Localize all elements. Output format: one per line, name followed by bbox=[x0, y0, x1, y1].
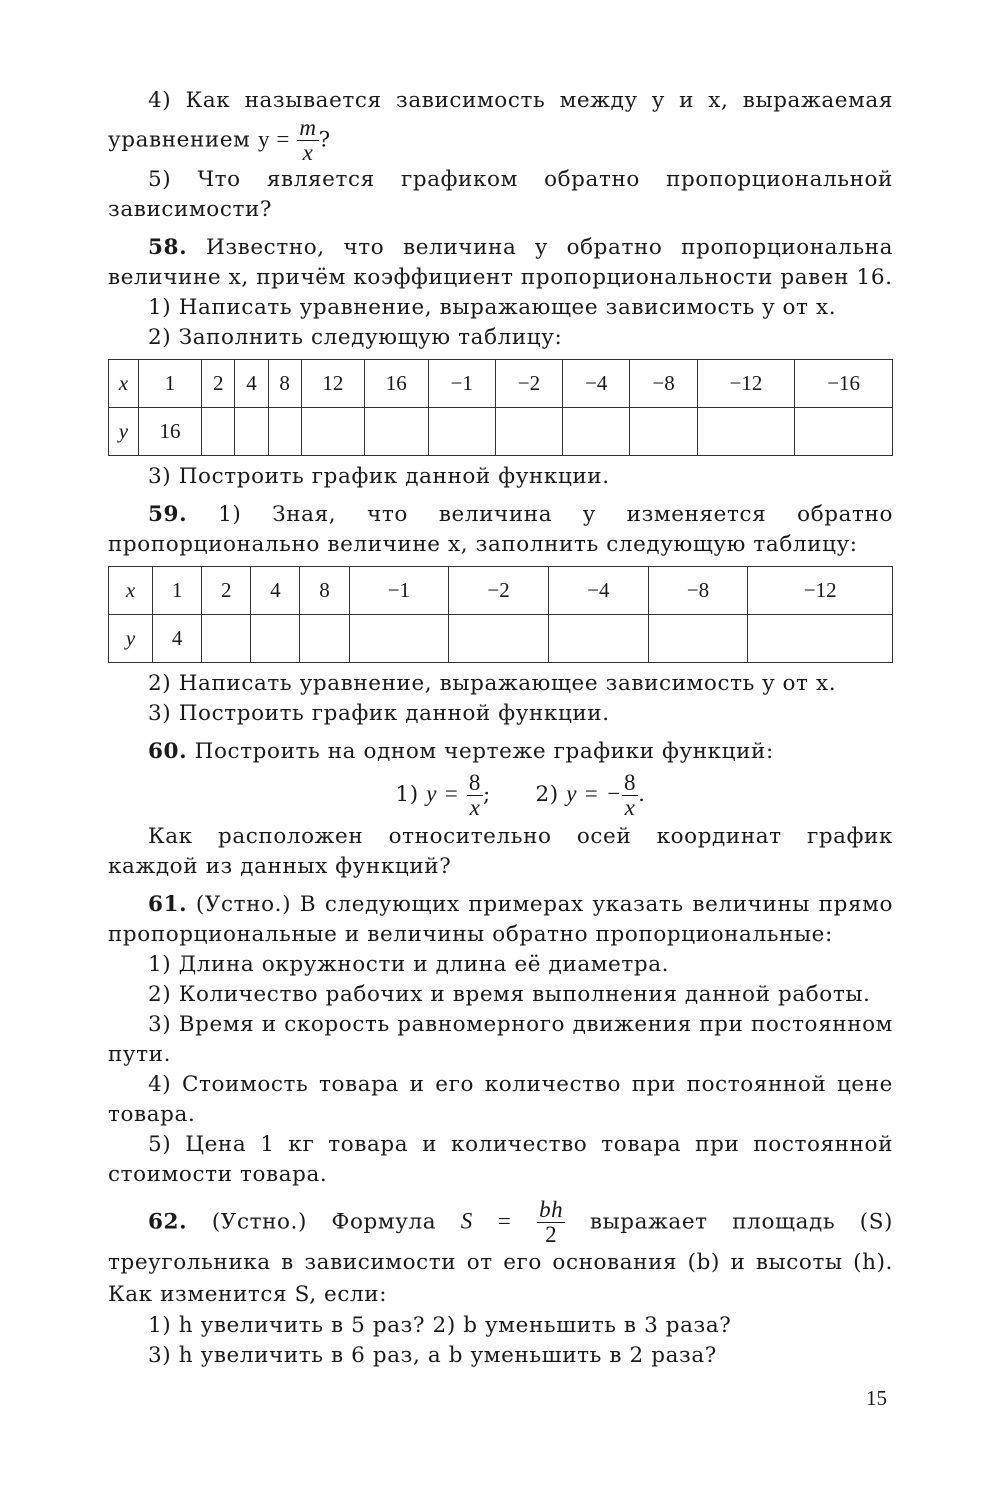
table-row-x bbox=[109, 360, 893, 408]
table-cell bbox=[495, 408, 562, 456]
table-cell: 2 bbox=[202, 360, 235, 408]
fraction-8-over-x: $\frac{8}{x}$ bbox=[468, 769, 482, 820]
question-4: 4) Как называется зависимость между y и x, выражаемая уравнением y = $\frac{m}{x}$ ? bbox=[108, 88, 893, 165]
fraction-bh-over-2: $\frac{bh}{2}$ bbox=[539, 1197, 564, 1247]
table-cell: −2 bbox=[449, 567, 549, 615]
question-5: 5) Что является графиком обратно пропорциональной зависимости? bbox=[108, 167, 893, 222]
table-cell: −1 bbox=[349, 567, 449, 615]
fraction-8-over-x: $\frac{8}{x}$ bbox=[623, 769, 637, 820]
table-cell: 4 bbox=[153, 615, 202, 663]
table-cell: 8 bbox=[268, 360, 301, 408]
table-cell: −4 bbox=[548, 567, 648, 615]
exercise-61-intro: 61. (Устно.) В следующих примерах указать величины прямо пропорциональные и величины обратно пропорциональные: bbox=[108, 892, 893, 947]
table-cell bbox=[202, 615, 251, 663]
list-item: 4) Стоимость товара и его количество при постоянной цене товара. bbox=[108, 1072, 893, 1127]
exercise-59-intro: 59. 1) Зная, что величина y изменяется обратно пропорционально величине x, заполнить следующую таблицу: bbox=[108, 502, 893, 557]
exercise-58-item-1: 1) Написать уравнение, выражающее зависимость y от x. bbox=[148, 295, 837, 320]
table-cell bbox=[748, 615, 893, 663]
exercise-60-intro: 60. Построить на одном чертеже графики функций: bbox=[148, 739, 774, 764]
table-cell bbox=[795, 408, 893, 456]
table-row-y bbox=[109, 615, 893, 663]
exercise-58-item-2: 2) Заполнить следующую таблицу: bbox=[148, 325, 563, 350]
table-header-y: y bbox=[109, 408, 139, 456]
table-cell: 2 bbox=[202, 567, 251, 615]
table-cell: −12 bbox=[697, 360, 795, 408]
table-cell: −1 bbox=[428, 360, 495, 408]
table-row-x bbox=[109, 567, 893, 615]
table-cell: 16 bbox=[138, 408, 201, 456]
exercise-58-item-3: 3) Построить график данной функции. bbox=[148, 464, 610, 489]
table-cell: −8 bbox=[648, 567, 748, 615]
table-cell bbox=[349, 615, 449, 663]
list-item: 3) Время и скорость равномерного движения при постоянном пути. bbox=[108, 1012, 893, 1067]
list-item: 2) Количество рабочих и время выполнения данной работы. bbox=[148, 982, 871, 1007]
table-cell bbox=[300, 615, 349, 663]
textbook-page bbox=[108, 86, 893, 1371]
page-number: 15 bbox=[866, 1386, 887, 1410]
table-cell: 1 bbox=[138, 360, 201, 408]
table-cell bbox=[268, 408, 301, 456]
table-cell: −2 bbox=[495, 360, 562, 408]
exercise-59-item-2: 2) Написать уравнение, выражающее зависимость y от x. bbox=[148, 671, 837, 696]
table-cell bbox=[251, 615, 300, 663]
table-cell bbox=[301, 408, 364, 456]
table-cell: −16 bbox=[795, 360, 893, 408]
table-cell: −8 bbox=[630, 360, 697, 408]
table-cell bbox=[428, 408, 495, 456]
exercise-60-question: Как расположен относительно осей координат график каждой из данных функций? bbox=[108, 824, 893, 879]
table-cell: −12 bbox=[748, 567, 893, 615]
table-cell: 1 bbox=[153, 567, 202, 615]
table-cell bbox=[648, 615, 748, 663]
table-cell bbox=[697, 408, 795, 456]
table-cell bbox=[548, 615, 648, 663]
list-item: 5) Цена 1 кг товара и количество товара при постоянной стоимости товара. bbox=[108, 1132, 893, 1187]
exercise-59-item-3: 3) Построить график данной функции. bbox=[148, 701, 610, 726]
table-header-x: x bbox=[109, 360, 139, 408]
table-cell: 8 bbox=[300, 567, 349, 615]
exercise-60-formulas: 1) y = $\frac{8}{x}$ ; 2) y = − $\frac{8}{x}$ . bbox=[395, 769, 646, 820]
list-item: 3) h увеличить в 6 раз, а b уменьшить в 2 раза? bbox=[148, 1343, 717, 1368]
table-cell bbox=[449, 615, 549, 663]
fraction-m-over-x: $\frac{m}{x}$ bbox=[299, 115, 317, 165]
table-cell: −4 bbox=[563, 360, 630, 408]
list-item: 1) Длина окружности и длина её диаметра. bbox=[148, 952, 670, 977]
table-header-x: x bbox=[109, 567, 153, 615]
table-cell bbox=[202, 408, 235, 456]
table-cell bbox=[563, 408, 630, 456]
exercise-62-intro: 62. (Устно.) Формула S = $\frac{bh}{2}$ выражает площадь (S) треугольника в зависимости от его основания (b) и высоты (h). Как изменится S, если: bbox=[108, 1197, 894, 1307]
table-cell bbox=[365, 408, 428, 456]
table-cell bbox=[630, 408, 697, 456]
list-item: 1) h увеличить в 5 раз? 2) b уменьшить в 3 раза? bbox=[148, 1313, 732, 1338]
table-row-y bbox=[109, 408, 893, 456]
exercise-58-intro: 58. Известно, что величина y обратно пропорциональна величине x, причём коэффициент пропорциональности равен 16. bbox=[108, 235, 894, 290]
table-cell bbox=[235, 408, 268, 456]
table-cell: 16 bbox=[365, 360, 428, 408]
exercise-59-table bbox=[108, 566, 893, 663]
table-cell: 4 bbox=[235, 360, 268, 408]
table-header-y: y bbox=[109, 615, 153, 663]
table-cell: 12 bbox=[301, 360, 364, 408]
table-cell: 4 bbox=[251, 567, 300, 615]
exercise-58-table bbox=[108, 359, 893, 456]
